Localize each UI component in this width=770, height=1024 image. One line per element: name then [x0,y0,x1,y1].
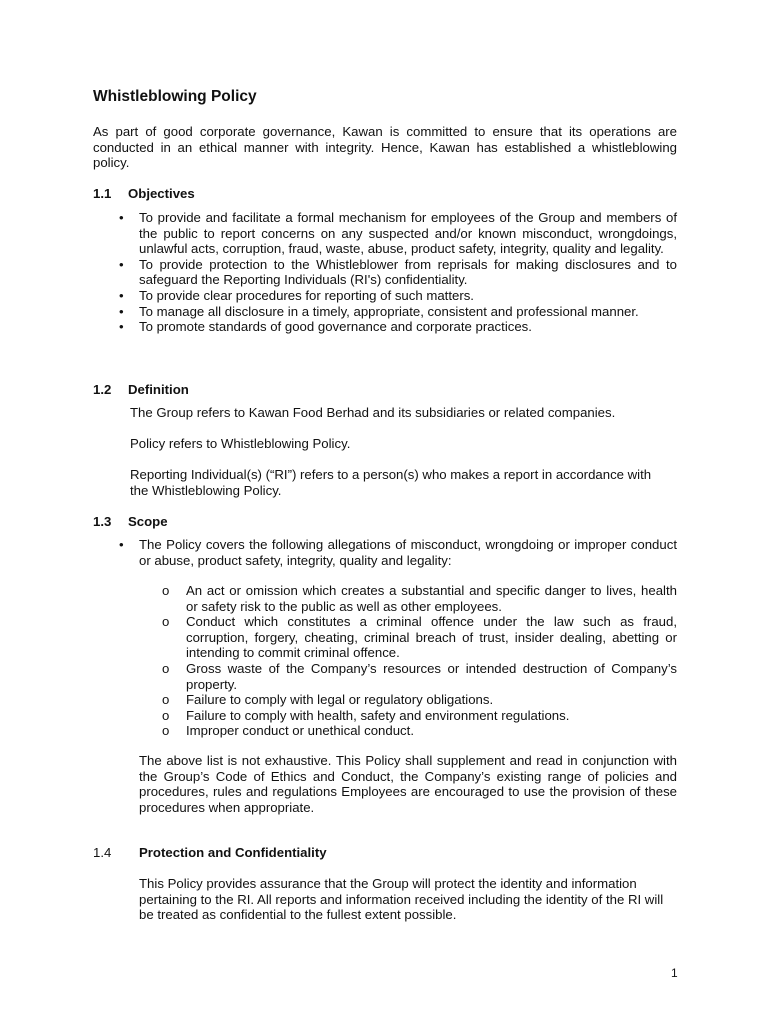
section-number-1-3: 1.3 [93,514,112,529]
protection-paragraph: This Policy provides assurance that the Group will protect the identity and information pertaining to the RI. All reports and information received including the identity of the RI will be treated as confidential to the fullest extent possible. [139,876,664,923]
scope-allegations-list [161,583,677,739]
list-item: o Gross waste of the Company’s resources or intended destruction of Company’s property. [161,661,677,692]
section-heading-objectives: Objectives [128,186,195,201]
section-number-1-4: 1.4 [93,845,112,860]
section-number-1-1: 1.1 [93,186,112,201]
scope-closing-paragraph: The above list is not exhaustive. This Policy shall supplement and read in conjunction with the Group’s Code of Ethics and Conduct, the Company’s existing range of policies and procedures, rules and regulations Employees are encouraged to use the provision of these procedures when appropriate. [139,753,677,815]
definition-reporting-individual: Reporting Individual(s) (“RI”) refers to a person(s) who makes a report in accordance with the Whistleblowing Policy. [130,467,652,498]
list-item: o Conduct which constitutes a criminal offence under the law such as fraud, corruption, forgery, cheating, criminal breach of trust, insider dealing, abetting or intending to commit criminal offence. [161,614,677,661]
list-item: • To promote standards of good governance and corporate practices. [117,319,677,335]
page-number: 1 [671,966,678,980]
section-heading-protection: Protection and Confidentiality [139,845,327,860]
page-title: Whistleblowing Policy [93,88,257,105]
list-item: o An act or omission which creates a substantial and specific danger to lives, health or safety risk to the public as well as other employees. [161,583,677,614]
list-item: • To manage all disclosure in a timely, appropriate, consistent and professional manner. [117,304,677,320]
list-item: o Failure to comply with legal or regulatory obligations. [161,692,677,708]
objectives-list [117,210,677,335]
section-heading-scope: Scope [128,514,168,529]
list-item: • The Policy covers the following allegations of misconduct, wrongdoing or improper conduct or abuse, product safety, integrity, quality and legality: [117,537,677,568]
definition-group: The Group refers to Kawan Food Berhad and its subsidiaries or related companies. [130,405,616,420]
list-item: • To provide clear procedures for reporting of such matters. [117,288,677,304]
scope-list [117,537,677,568]
section-number-1-2: 1.2 [93,382,112,397]
list-item: • To provide protection to the Whistleblower from reprisals for making disclosures and to safeguard the Reporting Individuals (RI's) confidentiality. [117,257,677,288]
list-item: • To provide and facilitate a formal mechanism for employees of the Group and members of the public to report concerns on any suspected and/or known misconduct, wrongdoings, unlawful acts, corruption, fraud, waste, abuse, product safety, integrity, quality and legality. [117,210,677,257]
section-heading-definition: Definition [128,382,189,397]
intro-paragraph: As part of good corporate governance, Kawan is committed to ensure that its operations are conducted in an ethical manner with integrity. Hence, Kawan has established a whistleblowing policy. [93,124,677,171]
definition-policy: Policy refers to Whistleblowing Policy. [130,436,351,451]
list-item: o Failure to comply with health, safety and environment regulations. [161,708,677,724]
list-item: o Improper conduct or unethical conduct. [161,723,677,739]
